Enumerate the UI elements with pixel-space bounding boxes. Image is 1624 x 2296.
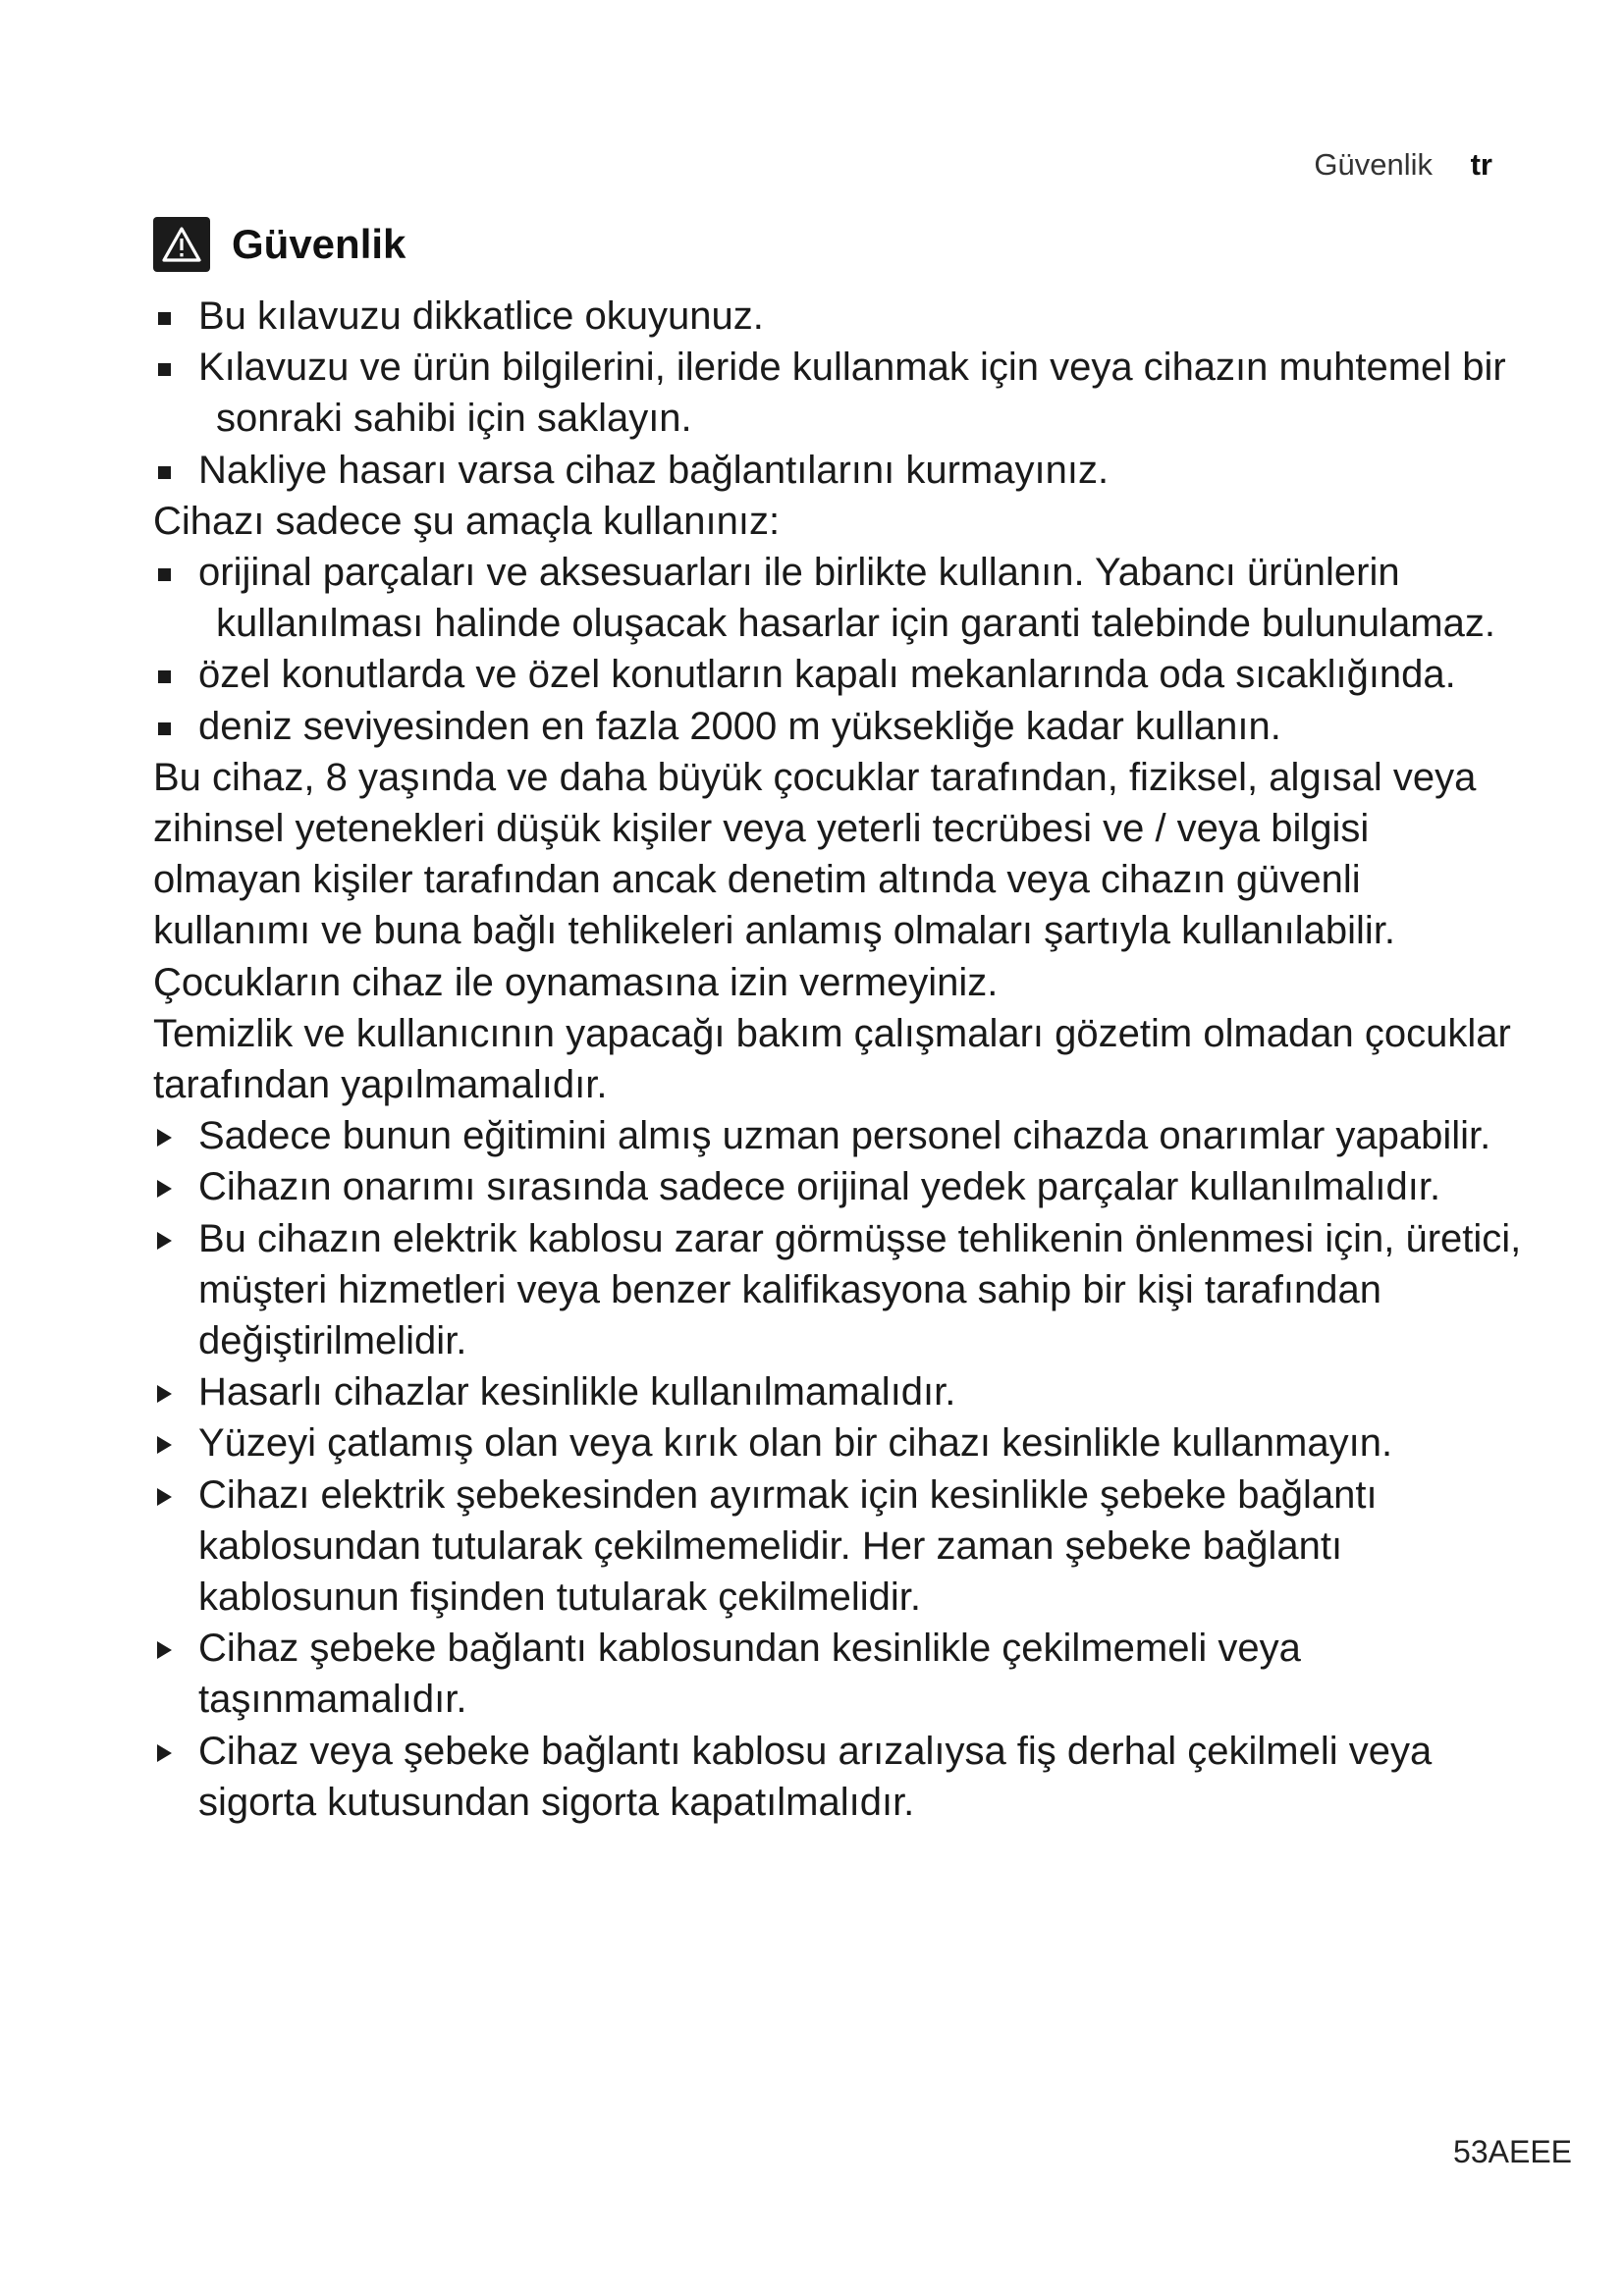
instruction-item (153, 1110, 1528, 1161)
list-item-text: Kılavuzu ve ürün bilgilerini, ileride kullanmak için veya cihazın muhtemel bir sonraki sahibi için saklayın. (198, 346, 1506, 441)
safety-section (153, 214, 1528, 1828)
instruction-text: Hasarlı cihazlar kesinlikle kullanılmamalıdır. (198, 1370, 956, 1415)
instruction-text: Cihaz veya şebeke bağlantı kablosu arızalıysa fiş derhal çekilmeli veya sigorta kutusundan sigorta kapatılmalıdır. (198, 1729, 1433, 1824)
warning-triangle-icon (153, 217, 210, 272)
arrow-bullet-icon (157, 1744, 172, 1762)
square-bullet-icon (158, 363, 171, 376)
instruction-text: Cihazın onarımı sırasında sadece orijinal yedek parçalar kullanılmalıdır. (198, 1165, 1441, 1209)
arrow-bullet-icon (157, 1641, 172, 1659)
list-item-text: Nakliye hasarı varsa cihaz bağlantılarını kurmayınız. (198, 448, 1110, 492)
square-bullet-icon (158, 466, 171, 479)
list-item-text: özel konutlarda ve özel konutların kapalı mekanlarında oda sıcaklığında. (198, 653, 1456, 697)
instruction-text: Sadece bunun eğitimini almış uzman personel cihazda onarımlar yapabilir. (198, 1114, 1491, 1158)
list-item-text: Bu kılavuzu dikkatlice okuyunuz. (198, 294, 764, 338)
instruction-item (153, 1623, 1528, 1725)
paragraph: Temizlik ve kullanıcının yapacağı bakım çalışmaları gözetim olmadan çocuklar tarafından yapılmamalıdır. (153, 1011, 1511, 1107)
instruction-text: Yüzeyi çatlamış olan veya kırık olan bir cihazı kesinlikle kullanmayın. (198, 1421, 1393, 1466)
paragraph: Çocukların cihaz ile oynamasına izin vermeyiniz. (153, 960, 999, 1004)
arrow-bullet-icon (157, 1232, 172, 1250)
instruction-item (153, 1417, 1528, 1468)
instruction-item (153, 1366, 1528, 1417)
arrow-bullet-icon (157, 1129, 172, 1147)
square-bullet-icon (158, 568, 171, 581)
arrow-bullet-icon (157, 1488, 172, 1506)
instruction-item (153, 1161, 1528, 1212)
list-item (153, 342, 1528, 444)
usage-intro: Cihazı sadece şu amaçla kullanınız: (153, 499, 781, 543)
header-section-name: Güvenlik (1314, 147, 1433, 182)
instruction-text: Bu cihazın elektrik kablosu zarar görmüşse tehlikenin önlenmesi için, üretici, müşteri hizmetleri veya benzer kalifikasyona sahip bir kişi tarafından değiştirilmelidir. (198, 1216, 1522, 1363)
square-bullet-icon (158, 670, 171, 683)
square-bullet-icon (158, 722, 171, 735)
list-item (153, 649, 1528, 700)
arrow-bullet-icon (157, 1436, 172, 1454)
list-item-text: orijinal parçaları ve aksesuarları ile birlikte kullanın. Yabancı ürünlerin kullanılması halinde oluşacak hasarlar için garanti talebinde bulunulamaz. (198, 551, 1495, 646)
running-header (1314, 147, 1492, 183)
list-item (153, 445, 1528, 496)
instruction-text: Cihazı elektrik şebekesinden ayırmak için kesinlikle şebeke bağlantı kablosundan tutularak çekilmemelidir. Her zaman şebeke bağlantı kablosunun fişinden tutularak çekilmelidir. (198, 1472, 1378, 1620)
instruction-item (153, 1213, 1528, 1367)
section-heading (153, 214, 1528, 275)
list-item-text: deniz seviyesinden en fazla 2000 m yüksekliğe kadar kullanın. (198, 704, 1281, 748)
header-language-code: tr (1470, 147, 1492, 182)
list-item (153, 701, 1528, 752)
paragraph: Bu cihaz, 8 yaşında ve daha büyük çocuklar tarafından, fiziksel, algısal veya zihinsel yetenekleri düşük kişiler veya yeterli tecrübesi ve / veya bilgisi olmayan kişiler tarafından ancak denetim altında veya cihazın güvenli kullanımı ve buna bağlı tehlikeleri anlamış olmaları şartıyla kullanılabilir. (153, 755, 1477, 953)
list-item (153, 547, 1528, 649)
arrow-bullet-icon (157, 1385, 172, 1403)
square-bullet-icon (158, 312, 171, 325)
document-code: 53AEEE (1453, 2134, 1572, 2169)
arrow-bullet-icon (157, 1180, 172, 1198)
instruction-text: Cihaz şebeke bağlantı kablosundan kesinlikle çekilmemeli veya taşınmamalıdır. (198, 1627, 1301, 1722)
list-item (153, 291, 1528, 342)
instruction-item (153, 1726, 1528, 1828)
instruction-item (153, 1469, 1528, 1624)
page-title: Güvenlik (232, 220, 406, 267)
